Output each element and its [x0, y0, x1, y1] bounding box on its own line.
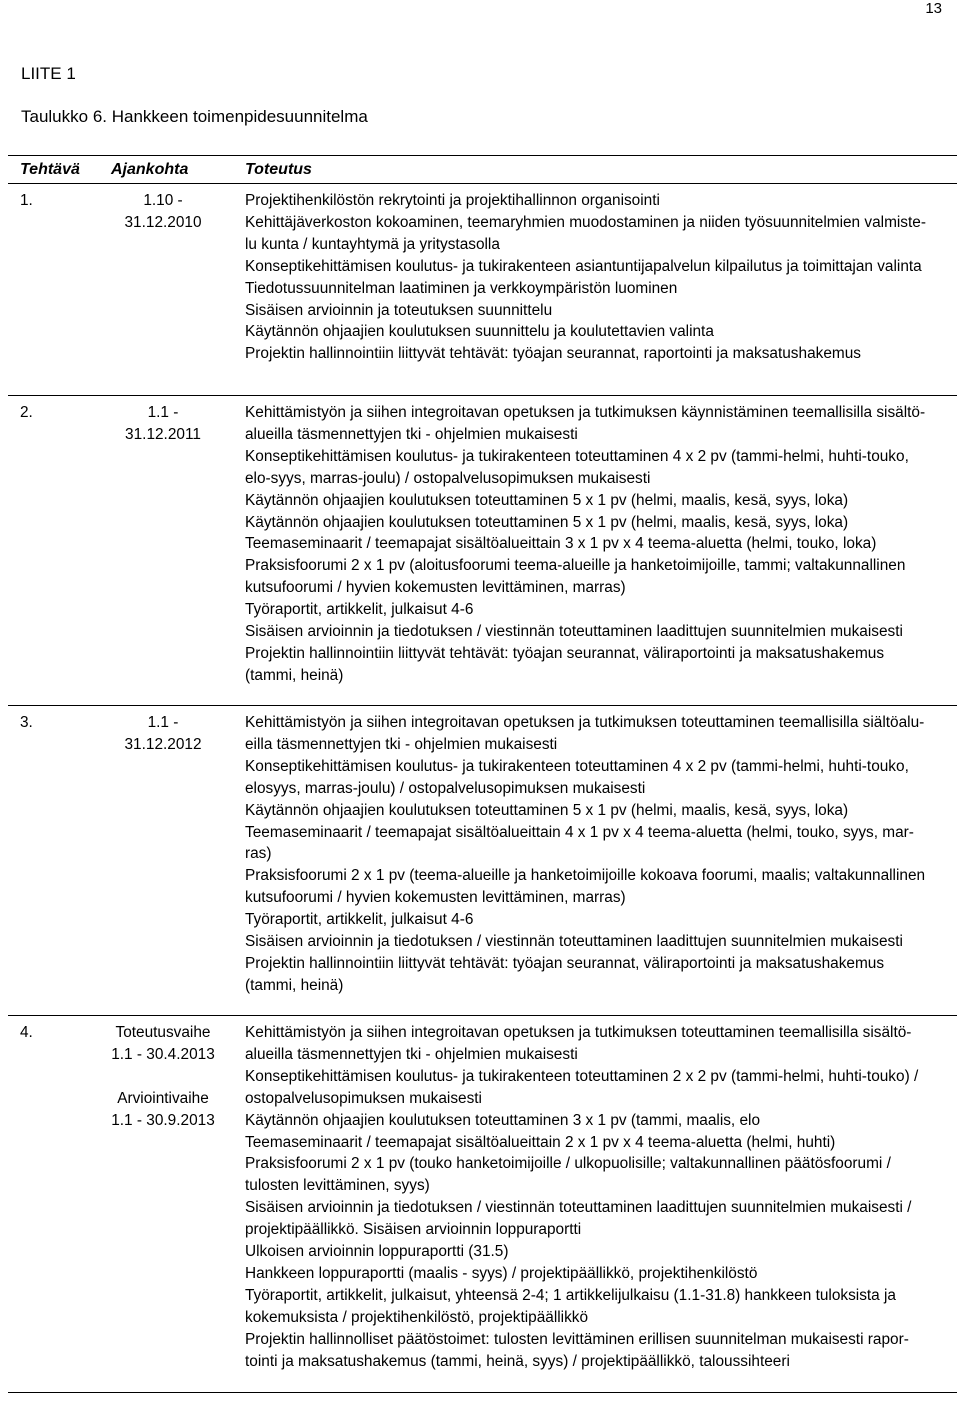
- table-header-row: [8, 156, 957, 184]
- implementation-line: Käytännön ohjaajien koulutuksen suunnittelu ja koulutettavien valinta: [245, 323, 714, 341]
- implementation-line: Projektin hallinnointiin liittyvät tehtävät: työajan seurannat, väliraportointi ja maksatushakemus: [245, 954, 885, 972]
- implementation-phase-dates: 1.1 - 30.4.2013: [111, 1045, 215, 1063]
- table-caption: Taulukko 6. Hankkeen toimenpidesuunnitelma: [21, 107, 368, 126]
- task-number: 4.: [20, 1024, 33, 1041]
- implementation-line: Praksisfoorumi 2 x 1 pv (touko hanketoimijoille / ulkopuolisille; valtakunnallinen päätösfoorumi /: [245, 1155, 891, 1173]
- implementation-line: Kehittämistyön ja siihen integroitavan opetuksen ja tutkimuksen käynnistäminen teemallisilla sisältö-: [245, 404, 926, 421]
- implementation-line: Käytännön ohjaajien koulutuksen toteuttaminen 5 x 1 pv (helmi, maalis, kesä, syys, loka): [245, 491, 849, 509]
- implementation-cell: [245, 190, 951, 365]
- implementation-line: Teemaseminaarit / teemapajat sisältöalueittain 2 x 1 pv x 4 teema-aluetta (helmi, huhti): [245, 1133, 836, 1151]
- task-number: 2.: [20, 404, 33, 421]
- implementation-line: alueilla täsmennettyjen tki - ohjelmien mukaisesti: [245, 425, 578, 443]
- task-number: 1.: [20, 192, 33, 209]
- implementation-line: Työraportit, artikkelit, julkaisut 4-6: [245, 601, 474, 619]
- implementation-line: Teemaseminaarit / teemapajat sisältöalueittain 3 x 1 pv x 4 teema-aluetta (helmi, touko, loka): [245, 535, 877, 553]
- implementation-line: eilla täsmennettyjen tki - ohjelmien mukaisesti: [245, 735, 558, 753]
- schedule-end: 31.12.2011: [125, 425, 201, 443]
- table-row: [8, 1016, 957, 1391]
- implementation-line: Projektin hallinnolliset päätöstoimet: tulosten levittäminen erillisen suunnitelman mukaisesti rapor-: [245, 1330, 909, 1348]
- implementation-line: Käytännön ohjaajien koulutuksen toteuttaminen 3 x 1 pv (tammi, maalis, elo: [245, 1111, 761, 1129]
- implementation-line: alueilla täsmennettyjen tki - ohjelmien mukaisesti: [245, 1045, 578, 1063]
- implementation-line: (tammi, heinä): [245, 666, 344, 684]
- implementation-line: Käytännön ohjaajien koulutuksen toteuttaminen 5 x 1 pv (helmi, maalis, kesä, syys, loka): [245, 513, 849, 531]
- implementation-line: Konseptikehittämisen koulutus- ja tukirakenteen toteuttaminen 4 x 2 pv (tammi-helmi, huhti-touko,: [245, 447, 909, 465]
- implementation-line: Projektin hallinnointiin liittyvät tehtävät: työajan seurannat, väliraportointi ja maksatushakemus: [245, 644, 885, 662]
- evaluation-phase-label: Arviointivaihe: [117, 1089, 209, 1107]
- implementation-line: tointi ja maksatushakemus (tammi, heinä, syys) / projektipäällikkö, taloussihteeri: [245, 1352, 790, 1370]
- implementation-phase-label: Toteutusvaihe: [115, 1024, 211, 1041]
- implementation-line: Projektihenkilöstön rekrytointi ja projektihallinnon organisointi: [245, 192, 660, 209]
- implementation-line: Sisäisen arvioinnin ja tiedotuksen / viestinnän toteuttaminen laadittujen suunnitelmien mukaisesti /: [245, 1199, 912, 1217]
- implementation-line: kutsufoorumi / hyvien kokemusten levittäminen, marras): [245, 889, 626, 907]
- implementation-line: kutsufoorumi / hyvien kokemusten levittäminen, marras): [245, 579, 626, 597]
- implementation-line: Konseptikehittämisen koulutus- ja tukirakenteen asiantuntijapalvelun kilpailutus ja toimittajan valinta: [245, 257, 922, 275]
- implementation-line: Sisäisen arvioinnin ja toteutuksen suunnittelu: [245, 301, 553, 319]
- implementation-line: projektipäällikkö. Sisäisen arvioinnin loppuraportti: [245, 1221, 582, 1239]
- schedule-end: 31.12.2010: [124, 213, 202, 231]
- schedule-start: 1.1 -: [147, 404, 179, 421]
- schedule-cell: [108, 712, 218, 756]
- implementation-line: Ulkoisen arvioinnin loppuraportti (31.5): [245, 1243, 509, 1261]
- evaluation-phase-dates: 1.1 - 30.9.2013: [111, 1111, 215, 1129]
- page-number: 13: [925, 0, 942, 17]
- implementation-line: Käytännön ohjaajien koulutuksen toteuttaminen 5 x 1 pv (helmi, maalis, kesä, syys, loka): [245, 801, 849, 819]
- implementation-cell: [245, 712, 951, 997]
- implementation-line: elo-syys, marras-joulu) / ostopalvelusopimuksen mukaisesti: [245, 469, 651, 487]
- header-implementation: Toteutus: [245, 161, 312, 178]
- implementation-line: Kehittäjäverkoston kokoaminen, teemaryhmien muodostaminen ja niiden työsuunnitelmien valmiste-: [245, 213, 926, 231]
- implementation-line: Sisäisen arvioinnin ja tiedotuksen / viestinnän toteuttaminen laadittujen suunnitelmien mukaisesti: [245, 933, 903, 951]
- implementation-line: ras): [245, 845, 272, 863]
- action-plan-table: [8, 155, 957, 1393]
- implementation-line: Työraportit, artikkelit, julkaisut, yhteensä 2-4; 1 artikkelijulkaisu (1.1-31.8) hankkeen tuloksista ja: [245, 1286, 896, 1304]
- implementation-line: tulosten levittäminen, syys): [245, 1177, 430, 1195]
- implementation-cell: [245, 402, 951, 687]
- table-row: [8, 396, 957, 706]
- implementation-line: Hankkeen loppuraportti (maalis - syys) / projektipäällikkö, projektihenkilöstö: [245, 1264, 758, 1282]
- implementation-line: Konseptikehittämisen koulutus- ja tukirakenteen toteuttaminen 4 x 2 pv (tammi-helmi, huhti-touko,: [245, 757, 909, 775]
- implementation-line: lu kunta / kuntayhtymä ja yritystasolla: [245, 235, 500, 253]
- implementation-line: Tiedotussuunnitelman laatiminen ja verkkoympäristön luominen: [245, 279, 678, 297]
- schedule-cell: [108, 1022, 218, 1132]
- header-schedule: Ajankohta: [111, 161, 189, 178]
- implementation-line: Kehittämistyön ja siihen integroitavan opetuksen ja tutkimuksen toteuttaminen teemallisilla sisältö-: [245, 1024, 912, 1041]
- schedule-start: 1.1 -: [147, 714, 179, 731]
- schedule-cell: [108, 402, 218, 446]
- implementation-line: Praksisfoorumi 2 x 1 pv (teema-alueille ja hanketoimijoille kokoava foorumi, maalis; valtakunnallinen: [245, 867, 926, 885]
- table-row: [8, 706, 957, 1016]
- schedule-start: 1.10 -: [143, 192, 183, 209]
- schedule-cell: [108, 190, 218, 234]
- implementation-line: Praksisfoorumi 2 x 1 pv (aloitusfoorumi teema-alueille ja hanketoimijoille, tammi; valtakunnallinen: [245, 557, 906, 575]
- implementation-line: Sisäisen arvioinnin ja tiedotuksen / viestinnän toteuttaminen laadittujen suunnitelmien mukaisesti: [245, 623, 903, 641]
- implementation-line: Teemaseminaarit / teemapajat sisältöalueittain 4 x 1 pv x 4 teema-aluetta (helmi, touko, syys, mar-: [245, 823, 914, 841]
- implementation-line: kokemuksista / projektihenkilöstö, projektipäällikkö: [245, 1308, 589, 1326]
- appendix-title: LIITE 1: [21, 64, 76, 83]
- implementation-line: Projektin hallinnointiin liittyvät tehtävät: työajan seurannat, raportointi ja maksatushakemus: [245, 345, 861, 363]
- implementation-line: Konseptikehittämisen koulutus- ja tukirakenteen toteuttaminen 2 x 2 pv (tammi-helmi, huhti-touko) /: [245, 1067, 919, 1085]
- header-task: Tehtävä: [20, 161, 80, 178]
- task-number: 3.: [20, 714, 33, 731]
- implementation-line: Kehittämistyön ja siihen integroitavan opetuksen ja tutkimuksen toteuttaminen teemallisilla siältöalu-: [245, 714, 925, 731]
- schedule-end: 31.12.2012: [124, 735, 202, 753]
- table-row: [8, 184, 957, 396]
- implementation-cell: [245, 1022, 951, 1373]
- implementation-line: elosyys, marras-joulu) / ostopalvelusopimuksen mukaisesti: [245, 779, 646, 797]
- implementation-line: (tammi, heinä): [245, 976, 344, 994]
- implementation-line: ostopalvelusopimuksen mukaisesti: [245, 1089, 482, 1107]
- implementation-line: Työraportit, artikkelit, julkaisut 4-6: [245, 911, 474, 929]
